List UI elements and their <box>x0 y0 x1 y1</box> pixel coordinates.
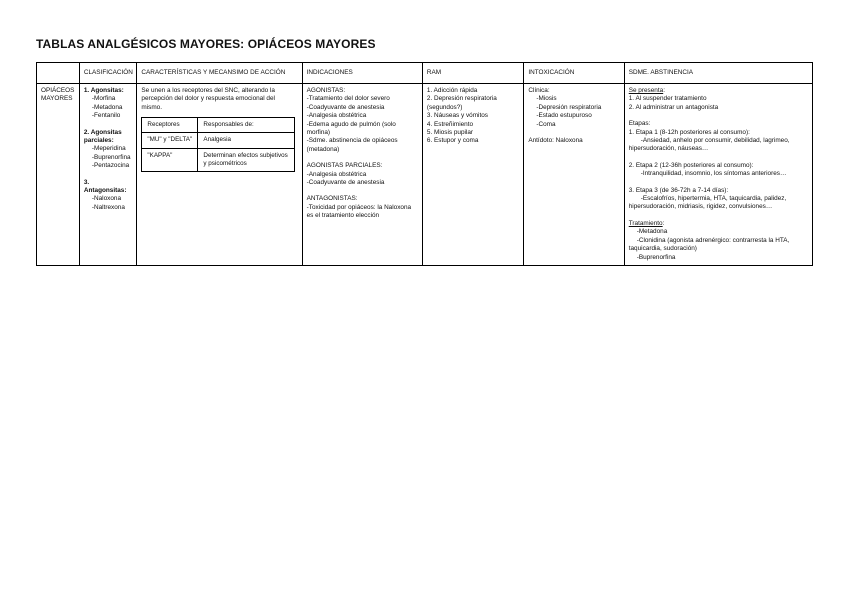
indicaciones-cell <box>302 84 422 266</box>
section-title: Se presenta: <box>628 87 665 94</box>
list-item: 2. Depresión respiratoria (segundos?) <box>426 95 497 111</box>
list-item: -Meperidina <box>91 145 126 153</box>
header-empty <box>37 63 80 84</box>
list-item: -Toxicidad por opiáceos: la Naloxona es el tratamiento elección <box>306 203 412 220</box>
list-item: -Naltrexona <box>91 203 125 211</box>
list-item: 6. Estupor y coma <box>426 137 479 145</box>
section-title: AGONISTAS: <box>306 87 346 94</box>
list-item: -Tratamiento del dolor severo <box>306 95 390 103</box>
page-title: TABLAS ANALGÉSICOS MAYORES: OPIÁCEOS MAYORES <box>36 37 376 51</box>
list-item: -Buprenorfina <box>636 253 676 261</box>
group-title: 3. Antagonsitas: <box>83 178 127 195</box>
clasificacion-cell <box>79 84 137 266</box>
ram-cell <box>422 84 523 266</box>
list-item: -Naloxona <box>91 195 122 203</box>
list-item: 5. Miosis pupilar <box>426 129 474 137</box>
list-item: -Analgesia obstétrica <box>306 170 367 178</box>
section-title: Clínica: <box>528 87 550 94</box>
row-label-line: OPIÁCEOS <box>41 87 75 94</box>
stage-title: 2. Etapa 2 (12-36h posteriores al consumo): <box>628 161 754 169</box>
list-item: -Coma <box>536 120 556 128</box>
receptor-cell: "MU" y "DELTA" <box>142 133 198 148</box>
list-item: -Buprenorfina <box>91 153 131 161</box>
list-item: 1. Adicción rápida <box>426 87 478 94</box>
group-title: parciales: <box>83 137 114 145</box>
section-title: Tratamiento: <box>628 219 665 227</box>
header-ram: RAM <box>422 63 523 84</box>
list-item: -Estado estupuroso <box>536 112 592 120</box>
stage-title: 3. Etapa 3 (de 36-72h a 7-14 días): <box>628 186 729 194</box>
list-item: -Sdme. abstinencia de opiáceos (metadona) <box>306 137 398 153</box>
list-item: 4. Estreñimiento <box>426 120 474 128</box>
header-indicaciones: INDICACIONES <box>302 63 422 84</box>
header-caracteristicas: CARACTERÍSTICAS Y MECANSIMO DE ACCIÓN <box>137 63 302 84</box>
receptor-cell: "KAPPA" <box>142 148 198 171</box>
header-row <box>37 63 813 84</box>
list-item: -Coadyuvante de anestesia <box>306 179 385 187</box>
caracteristicas-cell <box>137 84 302 266</box>
list-item: -Pentazocina <box>91 162 130 170</box>
opiaceos-table <box>36 62 813 266</box>
list-item: -Metadona <box>636 228 668 236</box>
list-item: -Morfina <box>91 95 116 103</box>
list-item: -Fentanilo <box>91 112 121 120</box>
stage-body: -Escalofríos, hipertermia, HTA, taquicardia, palidez, hipersudoración, midriasis, rigidez, convulsiones… <box>628 195 787 211</box>
section-title: Etapas: <box>628 120 651 128</box>
list-item: 3. Náuseas y vómitos <box>426 112 488 120</box>
group-title: 2. Agonsitas <box>83 128 122 136</box>
section-title: ANTAGONISTAS: <box>306 195 358 203</box>
header-abstinencia: SDME. ABSTINENCIA <box>624 63 812 84</box>
abstinencia-cell <box>624 84 812 266</box>
receptors-row <box>142 133 295 148</box>
receptor-effect-cell: Determinan efectos subjetivos y psicométricos <box>198 148 295 171</box>
antidote-text: Antídoto: Naloxona <box>528 137 583 145</box>
receptors-table <box>141 117 295 172</box>
list-item: -Metadona <box>91 103 123 111</box>
row-label-cell <box>37 84 80 266</box>
mechanism-text: Se unen a los receptores del SNC, alterando la <box>141 87 275 94</box>
receptors-row <box>142 118 295 133</box>
stage-title: 1. Etapa 1 (8-12h posteriores al consumo): <box>628 128 750 136</box>
intoxicacion-cell <box>524 84 624 266</box>
list-item: -Clonidina (agonista adrenérgico: contrarresta la HTA, taquicardia, sudoración) <box>628 236 790 253</box>
list-item: -Analgesia obstétrica <box>306 112 367 120</box>
mechanism-text: percepción del dolor y respuesta emocional del <box>141 95 275 103</box>
list-item: -Miosis <box>536 95 557 103</box>
receptor-effect-cell: Responsables de: <box>198 118 295 133</box>
list-item: -Depresión respiratoria <box>536 103 602 111</box>
stage-body: -Ansiedad, anhelo por consumir, debilidad, lagrimeo, hipersudoración, náuseas… <box>628 137 790 153</box>
group-title: 1. Agonsitas: <box>83 87 124 94</box>
list-item: -Coadyuvante de anestesia <box>306 103 385 111</box>
receptor-effect-cell: Analgesia <box>198 133 295 148</box>
receptor-cell: Receptores <box>142 118 198 133</box>
list-item: 2. Al administrar un antagonista <box>628 103 719 111</box>
table-row <box>37 84 813 266</box>
header-clasificacion: CLASIFICACIÓN <box>79 63 137 84</box>
mechanism-text: mismo. <box>141 103 162 111</box>
list-item: 1. Al suspender tratamiento <box>628 95 707 103</box>
list-item: -Edema agudo de pulmón (solo morfina) <box>306 120 396 137</box>
stage-body: -Intranquilidad, insomnio, los síntomas anteriores… <box>640 170 787 178</box>
header-intoxicacion: INTOXICACIÓN <box>524 63 624 84</box>
row-label-line: MAYORES <box>41 95 73 103</box>
section-title: AGONISTAS PARCIALES: <box>306 162 383 170</box>
receptors-row <box>142 148 295 171</box>
